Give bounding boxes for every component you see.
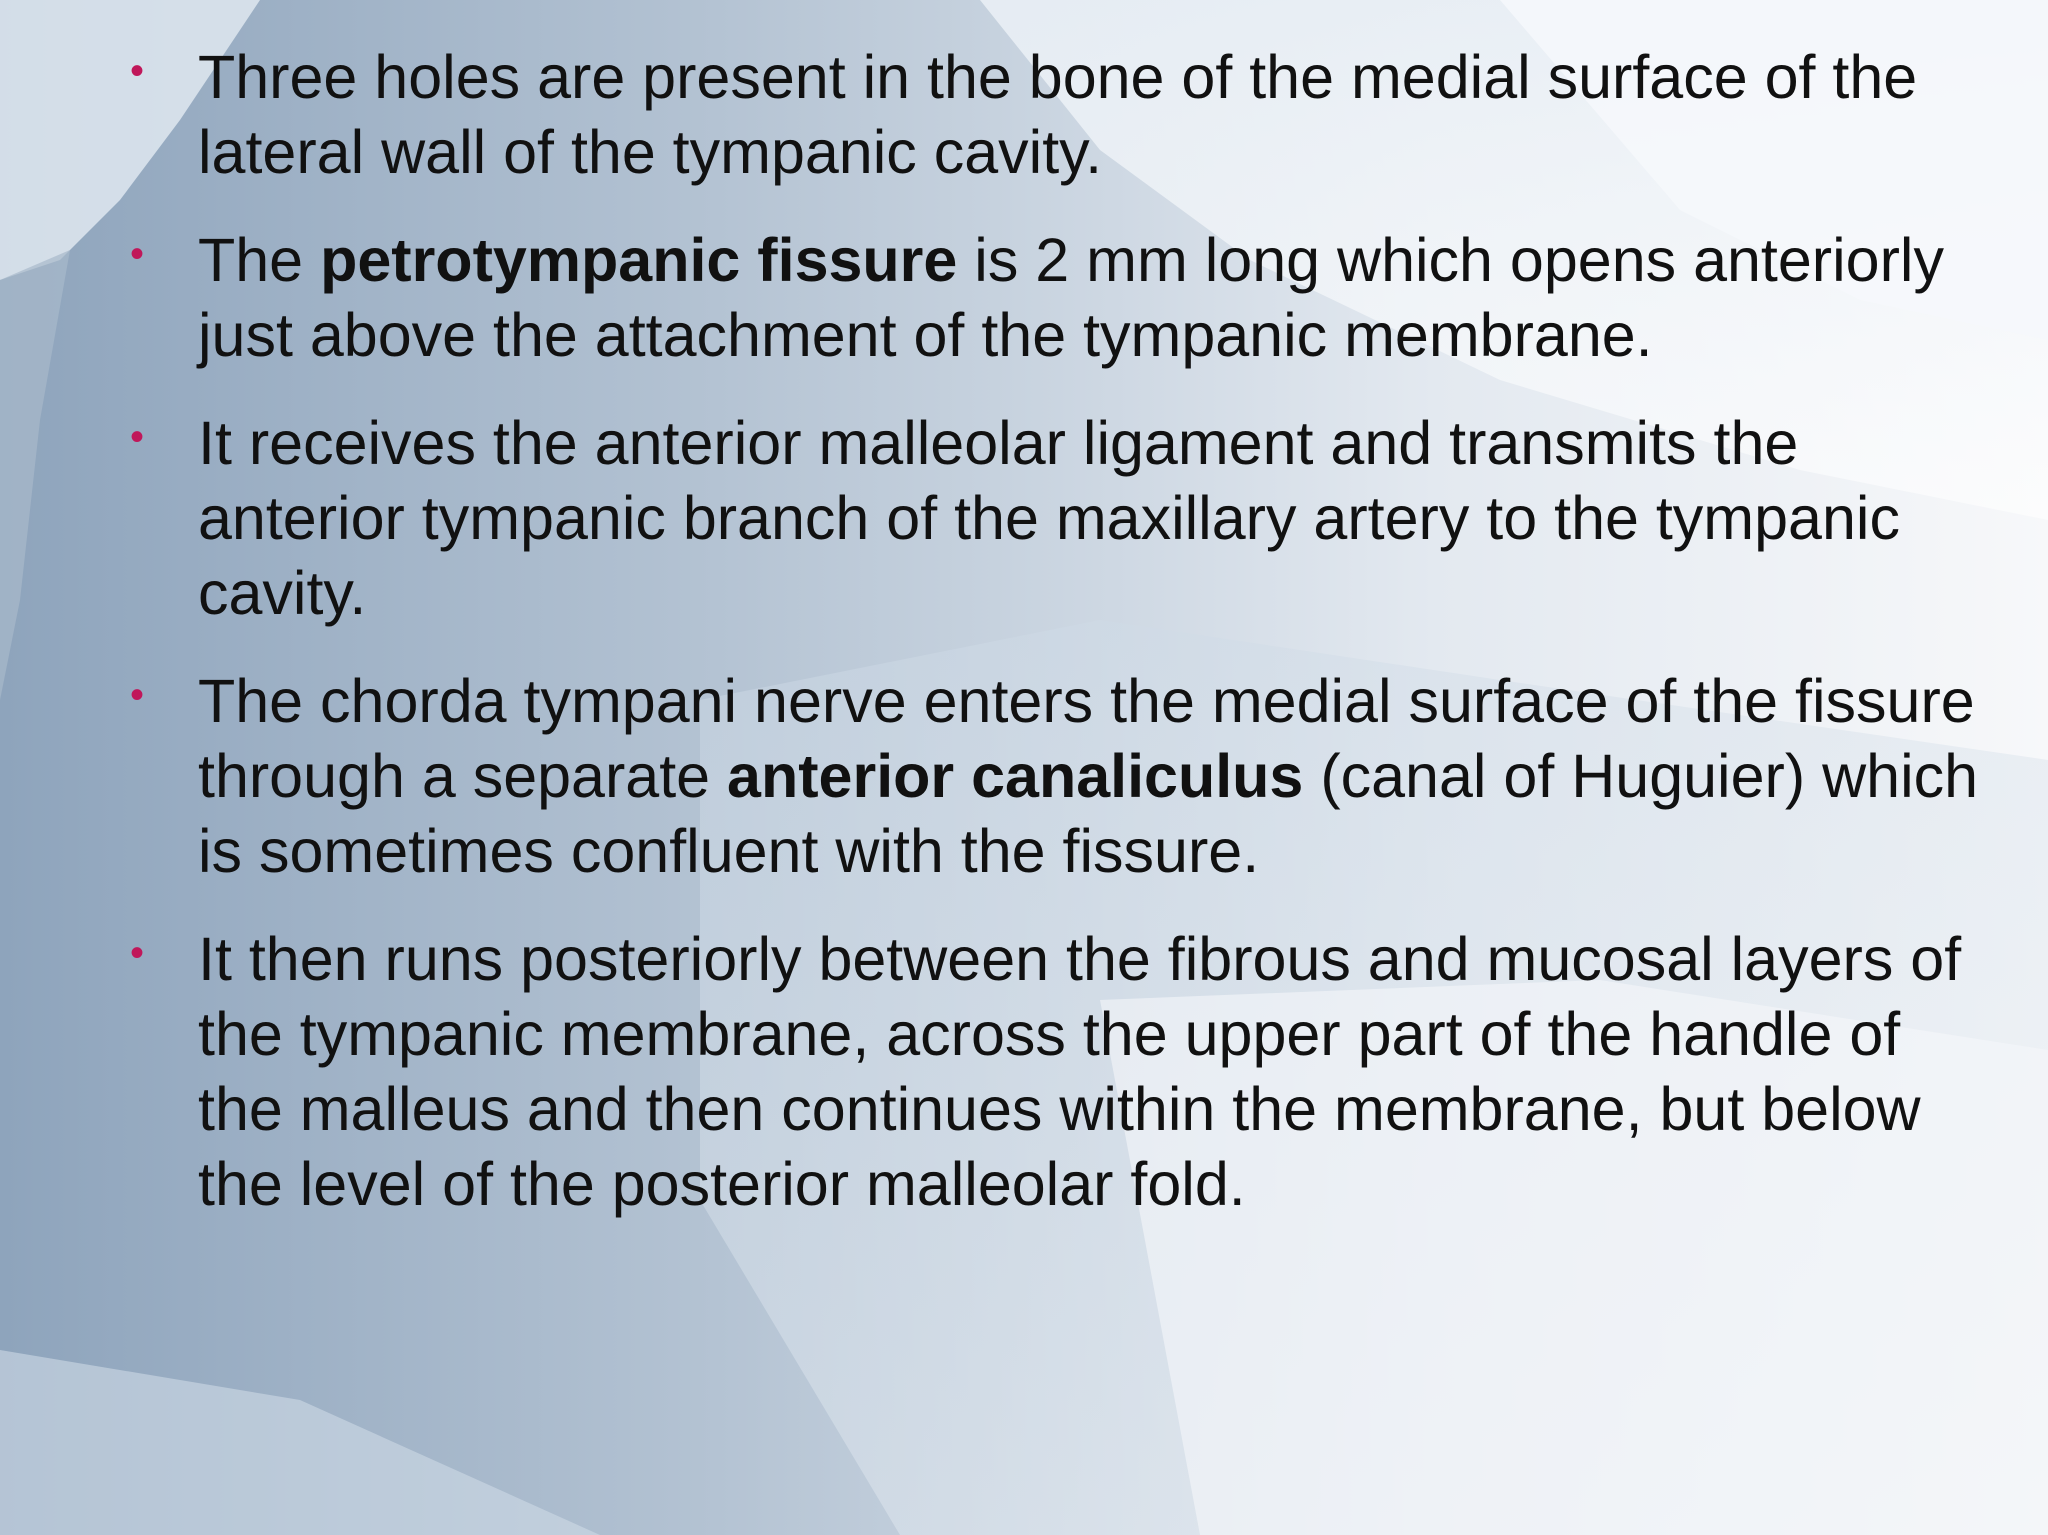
bullet-text: Three holes are present in the bone of the medial surface of the lateral wall of the tympanic cavity. <box>198 43 1918 186</box>
bullet-icon: • <box>130 415 145 459</box>
bullet-item <box>130 406 1990 631</box>
bullet-text-after: (canal of Huguier) which is sometimes confluent with the fissure. <box>198 742 1979 885</box>
content-area <box>130 40 1990 1255</box>
bullet-text: It then runs posteriorly between the fibrous and mucosal layers of the tympanic membrane, across the upper part of the handle of the malleus and then continues within the membrane, but below the level of the posterior malleolar fold. <box>198 925 1962 1218</box>
bullet-text-before: The <box>198 226 321 294</box>
bullet-item <box>130 922 1990 1222</box>
bullet-item <box>130 40 1990 190</box>
bullet-icon: • <box>130 232 145 276</box>
bullet-icon: • <box>130 49 145 93</box>
bullet-icon: • <box>130 673 145 717</box>
bullet-item <box>130 664 1990 889</box>
bold-term: petrotympanic fissure <box>320 226 958 294</box>
bullet-list <box>130 40 1990 1222</box>
bold-term: anterior canaliculus <box>727 742 1304 810</box>
bullet-text-after: is 2 mm long which opens anteriorly just above the attachment of the tympanic membrane. <box>198 226 1944 369</box>
bullet-text-before: The chorda tympani nerve enters the medial surface of the fissure through a separate <box>198 667 1975 810</box>
bullet-text: It receives the anterior malleolar ligament and transmits the anterior tympanic branch of the maxillary artery to the tympanic cavity. <box>198 409 1900 627</box>
bullet-icon: • <box>130 931 145 975</box>
bullet-item <box>130 223 1990 373</box>
